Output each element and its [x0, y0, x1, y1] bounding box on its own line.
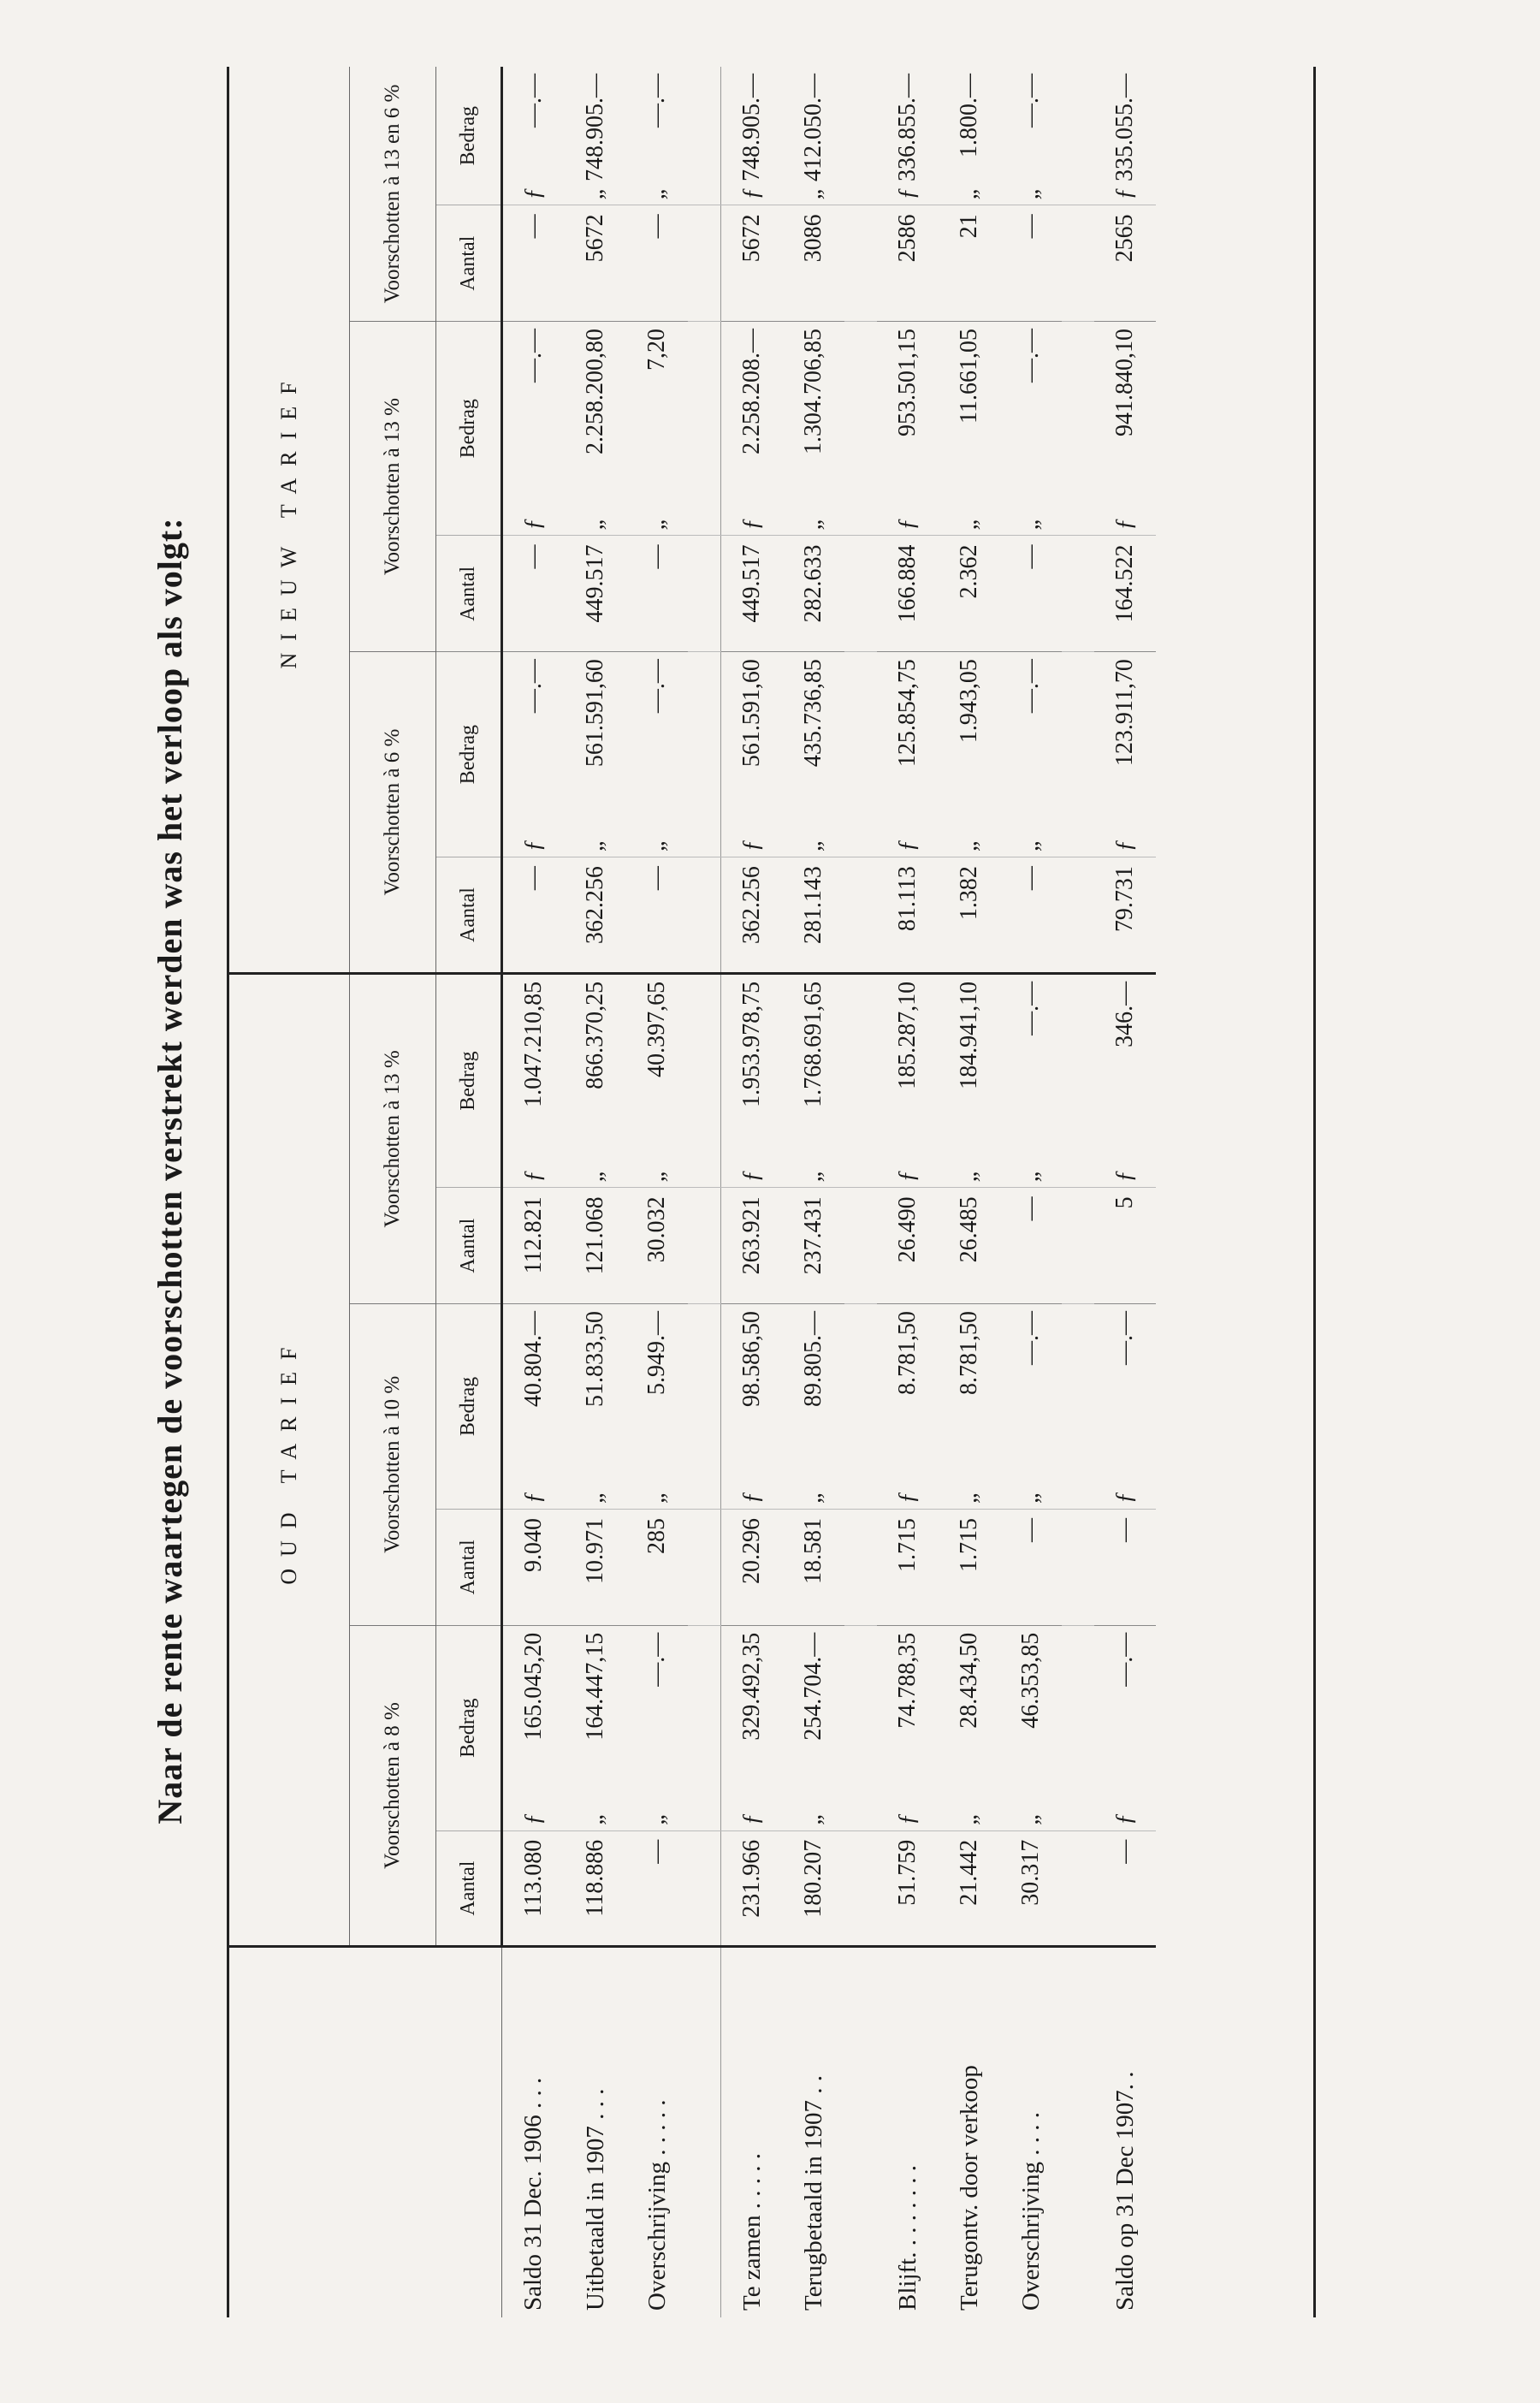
row-gap: [688, 67, 721, 2317]
cell-bedrag: [721, 973, 784, 1187]
currency-prefix: „: [800, 516, 826, 531]
currency-prefix: ƒ: [520, 187, 547, 200]
currency-prefix: „: [582, 1490, 608, 1504]
currency-prefix: ƒ: [520, 1813, 547, 1825]
currency-prefix: ƒ: [738, 840, 765, 852]
amount-value: 74.788,35: [894, 1632, 921, 1729]
group-oud-tarief: OUD TARIEF: [228, 973, 350, 1947]
cell-bedrag: [1094, 652, 1156, 857]
cell-aantal: 5: [1094, 1188, 1156, 1304]
col-aantal-header: Aantal: [436, 1830, 502, 1947]
row-gap: [1062, 67, 1094, 2317]
cell-aantal: 26.490: [877, 1188, 939, 1304]
amount-value: 1.304.706,85: [800, 329, 826, 454]
cell-bedrag: [939, 652, 1000, 857]
subheader-nieuw-13-en-6: Voorschotten à 13 en 6 %: [350, 67, 436, 322]
amount-value: —.—: [643, 1632, 670, 1687]
col-aantal-header: Aantal: [436, 857, 502, 974]
cell-aantal: 2586: [877, 205, 939, 322]
amount-value: 8.781,50: [894, 1310, 921, 1395]
cell-aantal: 113.080: [502, 1830, 566, 1947]
cell-bedrag: [626, 1303, 688, 1509]
cell-aantal: —: [502, 536, 566, 652]
amount-value: 165.045,20: [520, 1632, 547, 1741]
cell-aantal: 9.040: [502, 1510, 566, 1626]
table-row: [783, 67, 844, 2317]
cell-aantal: 79.731: [1094, 857, 1156, 974]
currency-prefix: ƒ: [1111, 1813, 1138, 1825]
cell-bedrag: [939, 1625, 1000, 1830]
cell-bedrag: [783, 322, 844, 536]
row-label: Overschrijving . . . . .: [626, 1947, 688, 2317]
amount-value: —.—: [1017, 659, 1044, 714]
cell-aantal: —: [626, 536, 688, 652]
amount-value: —.—: [1017, 74, 1044, 128]
cell-bedrag: [1000, 652, 1062, 857]
amount-value: 40.397,65: [643, 981, 670, 1077]
col-bedrag-header: Bedrag: [436, 67, 502, 205]
cell-bedrag: [626, 322, 688, 536]
cell-aantal: 21.442: [939, 1830, 1000, 1947]
currency-prefix: ƒ: [738, 187, 765, 200]
amount-value: 28.434,50: [956, 1632, 982, 1729]
cell-bedrag: [1000, 1625, 1062, 1830]
cell-aantal: 112.821: [502, 1188, 566, 1304]
amount-value: 11.661,05: [956, 329, 982, 424]
cell-bedrag: [721, 322, 784, 536]
cell-aantal: 449.517: [565, 536, 626, 652]
table-row: [877, 67, 939, 2317]
amount-value: 346.—: [1111, 981, 1138, 1047]
cell-bedrag: [939, 973, 1000, 1187]
amount-value: 8.781,50: [956, 1310, 982, 1395]
cell-bedrag: [783, 67, 844, 205]
amount-value: 1.943,05: [956, 659, 982, 744]
cell-bedrag: [565, 652, 626, 857]
currency-prefix: „: [582, 838, 608, 852]
amount-value: 1.953.978,75: [738, 981, 765, 1107]
currency-prefix: ƒ: [1111, 840, 1138, 852]
amount-value: 435.736,85: [800, 659, 826, 768]
col-bedrag-header: Bedrag: [436, 1625, 502, 1830]
col-bedrag-header: Bedrag: [436, 322, 502, 536]
cell-bedrag: [1000, 1303, 1062, 1509]
currency-prefix: „: [956, 1812, 982, 1825]
amount-value: —.—: [1017, 329, 1044, 383]
cell-aantal: 285: [626, 1510, 688, 1626]
cell-bedrag: [877, 973, 939, 1187]
currency-prefix: ƒ: [1111, 1492, 1138, 1504]
cell-bedrag: [626, 973, 688, 1187]
table-row: [502, 67, 566, 2317]
amount-value: —.—: [1111, 1310, 1138, 1365]
cell-bedrag: [1000, 322, 1062, 536]
cell-bedrag: [565, 1625, 626, 1830]
col-aantal-header: Aantal: [436, 205, 502, 322]
cell-bedrag: [783, 1303, 844, 1509]
currency-prefix: „: [1017, 1812, 1044, 1825]
row-label: Saldo 31 Dec. 1906 . . .: [502, 1947, 566, 2317]
subheader-nieuw-6: Voorschotten à 6 %: [350, 652, 436, 974]
currency-prefix: ƒ: [520, 518, 547, 531]
cell-aantal: —: [1000, 1510, 1062, 1626]
cell-aantal: —: [502, 857, 566, 974]
col-aantal-header: Aantal: [436, 1510, 502, 1626]
amount-value: 748.905.—: [738, 74, 765, 181]
cell-aantal: 1.715: [877, 1510, 939, 1626]
cell-aantal: 449.517: [721, 536, 784, 652]
cell-bedrag: [1094, 1303, 1156, 1509]
cell-bedrag: [565, 322, 626, 536]
amount-value: —.—: [643, 74, 670, 128]
currency-prefix: ƒ: [1111, 518, 1138, 531]
cell-aantal: 362.256: [721, 857, 784, 974]
amount-value: 329.492,35: [738, 1632, 765, 1741]
cell-bedrag: [502, 67, 566, 205]
cell-bedrag: [721, 67, 784, 205]
col-aantal-header: Aantal: [436, 1188, 502, 1304]
cell-bedrag: [783, 973, 844, 1187]
amount-value: 2.258.200,80: [582, 329, 608, 454]
currency-prefix: ƒ: [520, 840, 547, 852]
amount-value: 953.501,15: [894, 329, 921, 436]
table-row: [626, 67, 688, 2317]
currency-prefix: „: [582, 1168, 608, 1183]
currency-prefix: „: [582, 1812, 608, 1825]
cell-aantal: —: [1094, 1510, 1156, 1626]
row-label: Saldo op 31 Dec 1907. .: [1094, 1947, 1156, 2317]
amount-value: 748.905.—: [582, 74, 608, 181]
currency-prefix: ƒ: [738, 518, 765, 531]
currency-prefix: ƒ: [894, 187, 921, 200]
amount-value: 7,20: [643, 329, 670, 371]
cell-aantal: 30.317: [1000, 1830, 1062, 1947]
amount-value: —.—: [1017, 1310, 1044, 1365]
cell-bedrag: [565, 973, 626, 1187]
amount-value: —.—: [643, 659, 670, 714]
cell-bedrag: [721, 652, 784, 857]
cell-bedrag: [502, 973, 566, 1187]
cell-aantal: 118.886: [565, 1830, 626, 1947]
row-label: Terugbetaald in 1907 . .: [783, 1947, 844, 2317]
cell-aantal: 30.032: [626, 1188, 688, 1304]
cell-bedrag: [626, 652, 688, 857]
amount-value: 1.047.210,85: [520, 981, 547, 1107]
cell-aantal: 81.113: [877, 857, 939, 974]
currency-prefix: ƒ: [520, 1492, 547, 1504]
amount-value: 46.353,85: [1017, 1632, 1044, 1729]
cell-bedrag: [939, 1303, 1000, 1509]
row-label: Overschrijving . . . .: [1000, 1947, 1062, 2317]
currency-prefix: ƒ: [520, 1170, 547, 1183]
currency-prefix: „: [956, 838, 982, 852]
amount-value: 866.370,25: [582, 981, 608, 1089]
page-title: Naar de rente waartegen de voorschotten verstrekt werden was het verloop als volgt:: [151, 517, 189, 1824]
amount-value: 412.050.—: [800, 74, 826, 181]
cell-bedrag: [1094, 973, 1156, 1187]
cell-aantal: 18.581: [783, 1510, 844, 1626]
cell-aantal: 180.207: [783, 1830, 844, 1947]
currency-prefix: „: [1017, 1490, 1044, 1504]
currency-prefix: „: [956, 516, 982, 531]
currency-prefix: „: [582, 186, 608, 200]
subheader-nieuw-13: Voorschotten à 13 %: [350, 322, 436, 652]
cell-aantal: 2.362: [939, 536, 1000, 652]
currency-prefix: „: [643, 1168, 670, 1183]
group-nieuw-tarief: NIEUW TARIEF: [228, 67, 350, 973]
cell-bedrag: [721, 1625, 784, 1830]
cell-aantal: 231.966: [721, 1830, 784, 1947]
table-row: [939, 67, 1000, 2317]
row-gap: [844, 67, 877, 2317]
cell-aantal: —: [1000, 1188, 1062, 1304]
cell-aantal: 20.296: [721, 1510, 784, 1626]
cell-aantal: —: [502, 205, 566, 322]
cell-aantal: 5672: [721, 205, 784, 322]
currency-prefix: ƒ: [738, 1813, 765, 1825]
subheader-oud-10: Voorschotten à 10 %: [350, 1303, 436, 1625]
amount-value: 51.833,50: [582, 1310, 608, 1407]
currency-prefix: ƒ: [738, 1170, 765, 1183]
cell-bedrag: [1094, 67, 1156, 205]
amount-value: 335.055.—: [1111, 74, 1138, 181]
currency-prefix: „: [1017, 516, 1044, 531]
cell-bedrag: [1094, 322, 1156, 536]
row-label: Terugontv. door verkoop: [939, 1947, 1000, 2317]
currency-prefix: „: [800, 186, 826, 200]
cell-aantal: 362.256: [565, 857, 626, 974]
col-bedrag-header: Bedrag: [436, 1303, 502, 1509]
cell-aantal: 237.431: [783, 1188, 844, 1304]
col-bedrag-header: Bedrag: [436, 652, 502, 857]
currency-prefix: „: [643, 1812, 670, 1825]
currency-prefix: ƒ: [894, 1492, 921, 1504]
cell-bedrag: [783, 1625, 844, 1830]
cell-aantal: —: [626, 857, 688, 974]
bottom-rule: [1313, 67, 1316, 2317]
cell-aantal: 21: [939, 205, 1000, 322]
cell-aantal: 1.715: [939, 1510, 1000, 1626]
amount-value: 1.800.—: [956, 74, 982, 157]
cell-bedrag: [1000, 67, 1062, 205]
currency-prefix: ƒ: [894, 840, 921, 852]
table-row: [1000, 67, 1062, 2317]
cell-aantal: 121.068: [565, 1188, 626, 1304]
cell-aantal: 282.633: [783, 536, 844, 652]
subheader-oud-8: Voorschotten à 8 %: [350, 1625, 436, 1947]
cell-aantal: 26.485: [939, 1188, 1000, 1304]
amount-value: —.—: [520, 659, 547, 714]
amount-value: 98.586,50: [738, 1310, 765, 1407]
tariff-table: [227, 67, 1156, 2317]
currency-prefix: „: [582, 516, 608, 531]
amount-value: 561.591,60: [582, 659, 608, 768]
row-label: Te zamen . . . . .: [721, 1947, 784, 2317]
amount-value: 336.855.—: [894, 74, 921, 181]
amount-value: —.—: [1017, 981, 1044, 1035]
cell-aantal: 1.382: [939, 857, 1000, 974]
cell-bedrag: [721, 1303, 784, 1509]
currency-prefix: „: [1017, 186, 1044, 200]
cell-aantal: —: [626, 205, 688, 322]
cell-bedrag: [877, 652, 939, 857]
cell-bedrag: [565, 1303, 626, 1509]
amount-value: 40.804.—: [520, 1310, 547, 1407]
cell-aantal: —: [1000, 857, 1062, 974]
cell-aantal: —: [1000, 205, 1062, 322]
currency-prefix: ƒ: [1111, 187, 1138, 200]
row-label: Blijft. . . . . . . .: [877, 1947, 939, 2317]
cell-bedrag: [877, 1625, 939, 1830]
cell-aantal: 2565: [1094, 205, 1156, 322]
cell-bedrag: [502, 1303, 566, 1509]
amount-value: 185.287,10: [894, 981, 921, 1089]
currency-prefix: ƒ: [738, 1492, 765, 1504]
currency-prefix: „: [956, 1168, 982, 1183]
currency-prefix: „: [643, 838, 670, 852]
currency-prefix: „: [643, 1490, 670, 1504]
row-label-header: [228, 1947, 502, 2317]
cell-aantal: 5672: [565, 205, 626, 322]
cell-aantal: —: [626, 1830, 688, 1947]
currency-prefix: „: [800, 838, 826, 852]
amount-value: 89.805.—: [800, 1310, 826, 1407]
currency-prefix: „: [800, 1812, 826, 1825]
currency-prefix: „: [956, 186, 982, 200]
cell-aantal: 3086: [783, 205, 844, 322]
currency-prefix: ƒ: [894, 1813, 921, 1825]
currency-prefix: „: [643, 186, 670, 200]
cell-bedrag: [939, 322, 1000, 536]
amount-value: 123.911,70: [1111, 659, 1138, 767]
amount-value: 1.768.691,65: [800, 981, 826, 1107]
cell-bedrag: [502, 652, 566, 857]
cell-bedrag: [626, 1625, 688, 1830]
amount-value: 561.591,60: [738, 659, 765, 768]
cell-aantal: 164.522: [1094, 536, 1156, 652]
table-row: [565, 67, 626, 2317]
col-bedrag-header: Bedrag: [436, 973, 502, 1187]
row-label: Uitbetaald in 1907 . . .: [565, 1947, 626, 2317]
currency-prefix: ƒ: [894, 1170, 921, 1183]
cell-bedrag: [877, 1303, 939, 1509]
amount-value: 5.949.—: [643, 1310, 670, 1395]
cell-bedrag: [565, 67, 626, 205]
amount-value: 254.704.—: [800, 1632, 826, 1741]
amount-value: 125.854,75: [894, 659, 921, 768]
currency-prefix: „: [800, 1490, 826, 1504]
cell-bedrag: [877, 67, 939, 205]
cell-aantal: 10.971: [565, 1510, 626, 1626]
cell-bedrag: [939, 67, 1000, 205]
amount-value: 184.941,10: [956, 981, 982, 1089]
currency-prefix: „: [1017, 838, 1044, 852]
cell-bedrag: [502, 1625, 566, 1830]
currency-prefix: „: [643, 516, 670, 531]
amount-value: —.—: [520, 329, 547, 383]
currency-prefix: „: [1017, 1168, 1044, 1183]
cell-aantal: 281.143: [783, 857, 844, 974]
currency-prefix: „: [800, 1168, 826, 1183]
table-row: [721, 67, 784, 2317]
amount-value: —.—: [520, 74, 547, 128]
cell-bedrag: [1000, 973, 1062, 1187]
amount-value: —.—: [1111, 1632, 1138, 1687]
cell-aantal: —: [1094, 1830, 1156, 1947]
currency-prefix: ƒ: [1111, 1170, 1138, 1183]
subheader-oud-13: Voorschotten à 13 %: [350, 973, 436, 1303]
currency-prefix: „: [956, 1490, 982, 1504]
table-row: [1094, 67, 1156, 2317]
cell-aantal: 166.884: [877, 536, 939, 652]
cell-aantal: —: [1000, 536, 1062, 652]
cell-aantal: 51.759: [877, 1830, 939, 1947]
amount-value: 164.447,15: [582, 1632, 608, 1741]
currency-prefix: ƒ: [894, 518, 921, 531]
col-aantal-header: Aantal: [436, 536, 502, 652]
amount-value: 2.258.208.—: [738, 329, 765, 454]
cell-bedrag: [783, 652, 844, 857]
cell-bedrag: [502, 322, 566, 536]
cell-bedrag: [1094, 1625, 1156, 1830]
cell-bedrag: [877, 322, 939, 536]
amount-value: 941.840,10: [1111, 329, 1138, 436]
cell-bedrag: [626, 67, 688, 205]
cell-aantal: 263.921: [721, 1188, 784, 1304]
